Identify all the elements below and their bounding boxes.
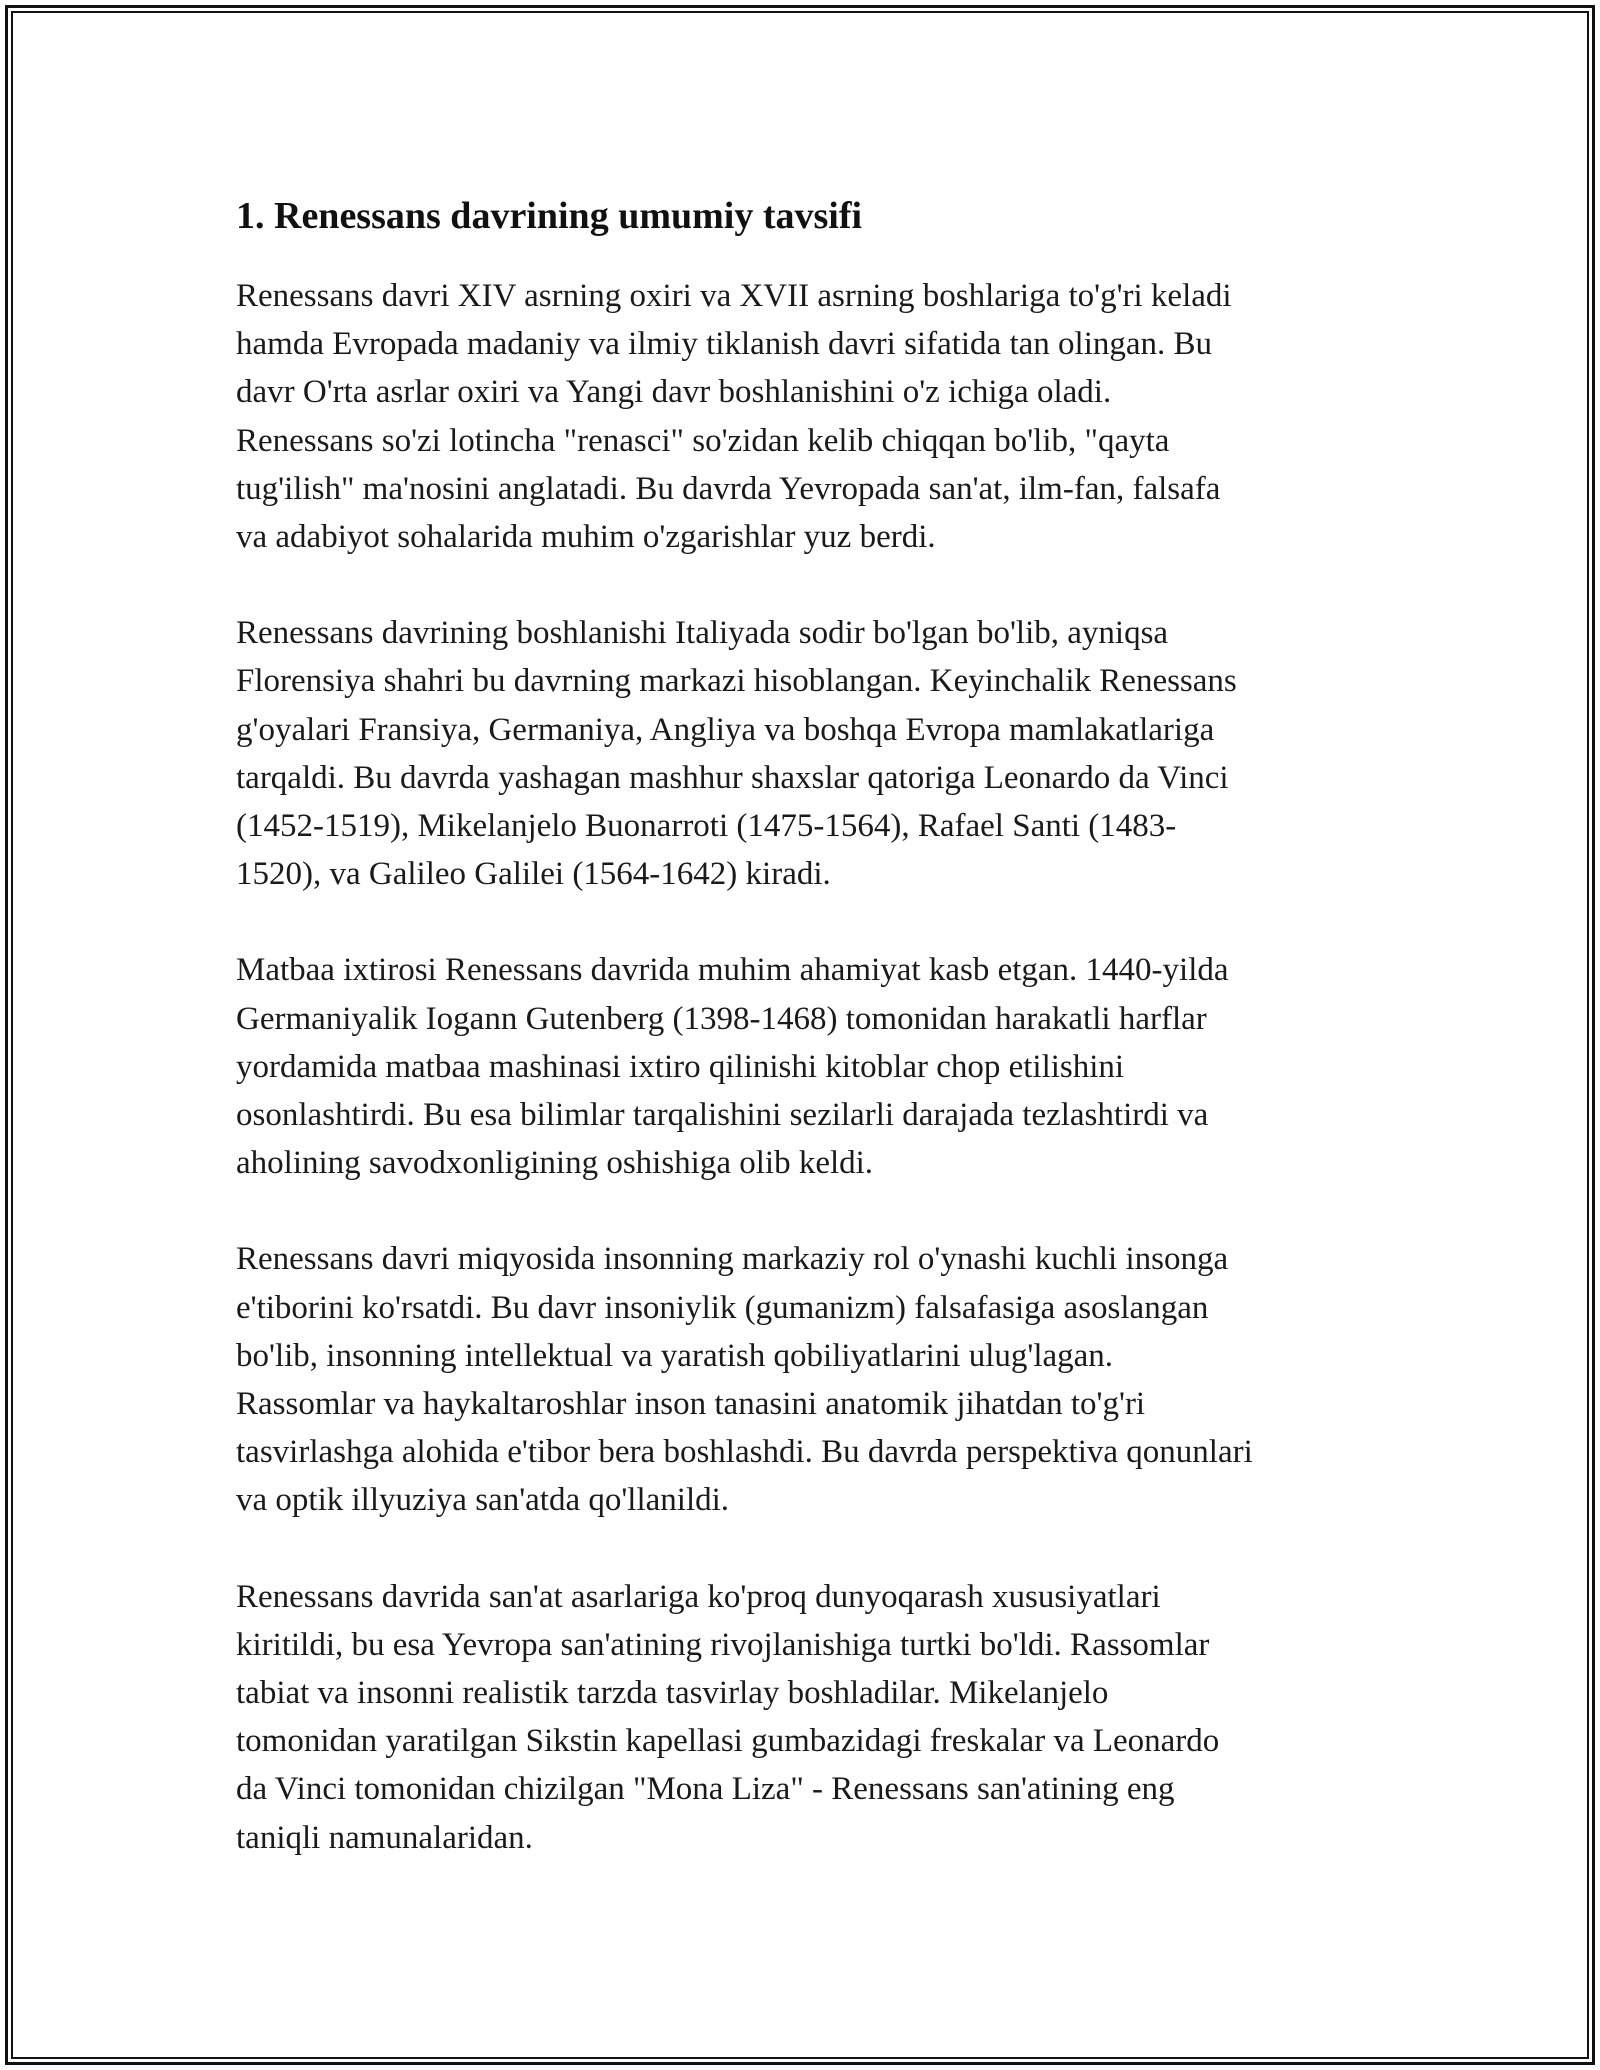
paragraph-4 xyxy=(236,1235,1376,1524)
section-title: 1. Renessans davrining umumiy tavsifi xyxy=(236,195,863,237)
paragraph-line: Renessans davrining boshlanishi Italiyada sodir bo'lgan bo'lib, ayniqsa xyxy=(236,615,1169,652)
paragraph-line: 1520), va Galileo Galilei (1564-1642) kiradi. xyxy=(236,856,831,893)
paragraph-line: Renessans davri miqyosida insonning markaziy rol o'ynashi kuchli insonga xyxy=(236,1241,1229,1278)
paragraph-line: tabiat va insonni realistik tarzda tasvirlay boshladilar. Mikelanjelo xyxy=(236,1675,1109,1712)
paragraph-line: tug'ilish" ma'nosini anglatadi. Bu davrda Yevropada san'at, ilm-fan, falsafa xyxy=(236,470,1221,507)
paragraph-line: da Vinci tomonidan chizilgan "Mona Liza" - Renessans san'atining eng xyxy=(236,1771,1175,1808)
paragraph-3 xyxy=(236,946,1376,1187)
paragraph-line: Rassomlar va haykaltaroshlar inson tanasini anatomik jihatdan to'g'ri xyxy=(236,1386,1146,1423)
paragraph-line: tarqaldi. Bu davrda yashagan mashhur shaxslar qatoriga Leonardo da Vinci xyxy=(236,759,1229,796)
paragraph-line: Matbaa ixtirosi Renessans davrida muhim ahamiyat kasb etgan. 1440-yilda xyxy=(236,952,1229,989)
paragraph-line: osonlashtirdi. Bu esa bilimlar tarqalishini sezilarli darajada tezlashtirdi va xyxy=(236,1097,1209,1134)
paragraph-line: Renessans davrida san'at asarlariga ko'proq dunyoqarash xususiyatlari xyxy=(236,1578,1161,1615)
paragraph-line: davr O'rta asrlar oxiri va Yangi davr boshlanishini o'z ichiga oladi. xyxy=(236,374,1112,411)
paragraph-2 xyxy=(236,609,1376,898)
paragraph-1 xyxy=(236,272,1376,561)
paragraph-line: (1452-1519), Mikelanjelo Buonarroti (1475-1564), Rafael Santi (1483- xyxy=(236,808,1177,845)
paragraph-line: Germaniyalik Iogann Gutenberg (1398-1468) tomonidan harakatli harflar xyxy=(236,1000,1207,1037)
paragraph-line: Florensiya shahri bu davrning markazi hisoblangan. Keyinchalik Renessans xyxy=(236,663,1237,700)
paragraph-line: hamda Evropada madaniy va ilmiy tiklanish davri sifatida tan olingan. Bu xyxy=(236,326,1213,363)
paragraph-line: kiritildi, bu esa Yevropa san'atining rivojlanishiga turtki bo'ldi. Rassomlar xyxy=(236,1626,1210,1663)
paragraph-line: taniqli namunalaridan. xyxy=(236,1819,533,1856)
paragraph-line: tomonidan yaratilgan Sikstin kapellasi gumbazidagi freskalar va Leonardo xyxy=(236,1723,1220,1760)
document-body xyxy=(236,186,1376,1910)
paragraph-line: va adabiyot sohalarida muhim o'zgarishlar yuz berdi. xyxy=(236,519,936,556)
paragraph-line: yordamida matbaa mashinasi ixtiro qilinishi kitoblar chop etilishini xyxy=(236,1048,1125,1085)
paragraph-line: Renessans davri XIV asrning oxiri va XVII asrning boshlariga to'g'ri keladi xyxy=(236,278,1232,314)
paragraph-line: aholining savodxonligining oshishiga olib keldi. xyxy=(236,1145,874,1182)
paragraph-line: g'oyalari Fransiya, Germaniya, Angliya va boshqa Evropa mamlakatlariga xyxy=(236,711,1215,748)
paragraph-line: tasvirlashga alohida e'tibor bera boshlashdi. Bu davrda perspektiva qonunlari xyxy=(236,1434,1253,1471)
paragraph-line: e'tiborini ko'rsatdi. Bu davr insoniylik (gumanizm) falsafasiga asoslangan xyxy=(236,1289,1209,1326)
paragraph-line: va optik illyuziya san'atda qo'llanildi. xyxy=(236,1482,730,1519)
paragraph-line: bo'lib, insonning intellektual va yaratish qobiliyatlarini ulug'lagan. xyxy=(236,1337,1114,1374)
paragraph-5 xyxy=(236,1573,1376,1862)
paragraph-line: Renessans so'zi lotincha "renasci" so'zidan kelib chiqqan bo'lib, "qayta xyxy=(236,422,1170,459)
